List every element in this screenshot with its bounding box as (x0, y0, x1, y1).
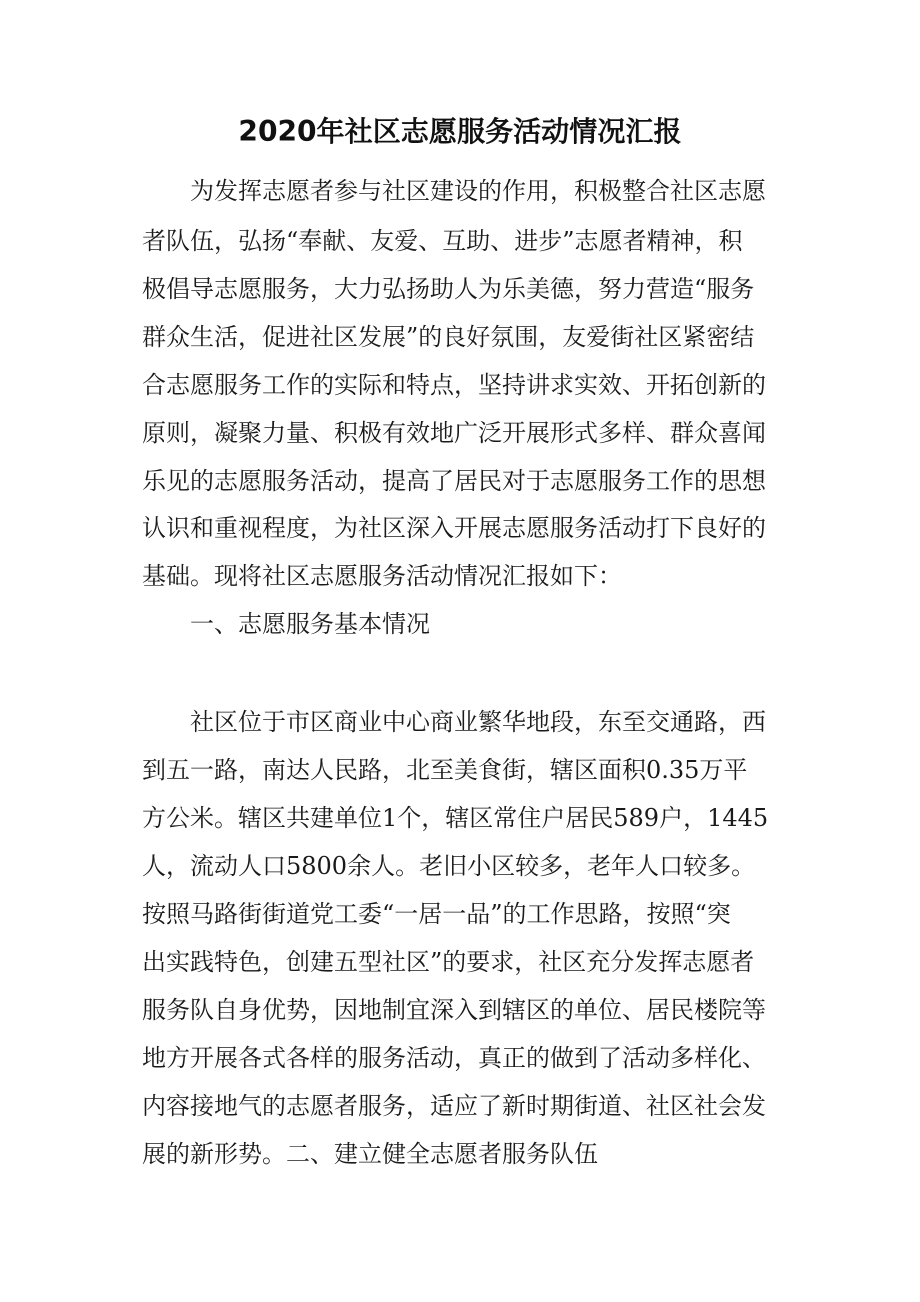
paragraph-line: 者队伍，弘扬“奉献、友爱、互助、进步”志愿者精神，积 (142, 227, 743, 255)
paragraph-line: 人，流动人口5800余人。老旧小区较多，老年人口较多。 (142, 852, 756, 880)
section-heading: 一、志愿服务基本情况 (190, 610, 430, 638)
paragraph-line: 展的新形势。二、建立健全志愿者服务队伍 (142, 1140, 598, 1168)
paragraph-line: 到五一路，南达人民路，北至美食街，辖区面积0.35万平 (142, 756, 748, 784)
paragraph-line: 地方开展各式各样的服务活动，真正的做到了活动多样化、 (142, 1044, 766, 1072)
paragraph-line: 方公米。辖区共建单位1个，辖区常住户居民589户，1445 (142, 804, 769, 832)
paragraph-line: 群众生活，促进社区发展”的良好氛围，友爱街社区紧密结 (142, 323, 755, 351)
document-title: 2020年社区志愿服务活动情况汇报 (238, 115, 682, 148)
paragraph-line: 乐见的志愿服务活动，提高了居民对于志愿服务工作的思想 (142, 467, 766, 495)
paragraph-line: 基础。现将社区志愿服务活动情况汇报如下： (142, 562, 622, 590)
paragraph-line: 出实践特色，创建五型社区”的要求，社区充分发挥志愿者 (142, 948, 755, 976)
paragraph-line: 内容接地气的志愿者服务，适应了新时期街道、社区社会发 (142, 1092, 766, 1120)
paragraph-line: 按照马路街街道党工委“一居一品”的工作思路，按照“突 (142, 900, 731, 928)
paragraph-line: 原则，凝聚力量、积极有效地广泛开展形式多样、群众喜闻 (142, 419, 766, 447)
paragraph-line: 极倡导志愿服务，大力弘扬助人为乐美德，努力营造“服务 (142, 275, 755, 303)
paragraph-line: 服务队自身优势，因地制宜深入到辖区的单位、居民楼院等 (142, 996, 766, 1024)
paragraph-line: 为发挥志愿者参与社区建设的作用，积极整合社区志愿 (190, 177, 766, 205)
paragraph-line: 社区位于市区商业中心商业繁华地段，东至交通路，西 (190, 708, 766, 736)
paragraph-line: 合志愿服务工作的实际和特点，坚持讲求实效、开拓创新的 (142, 371, 766, 399)
paragraph-line: 认识和重视程度，为社区深入开展志愿服务活动打下良好的 (142, 514, 766, 542)
